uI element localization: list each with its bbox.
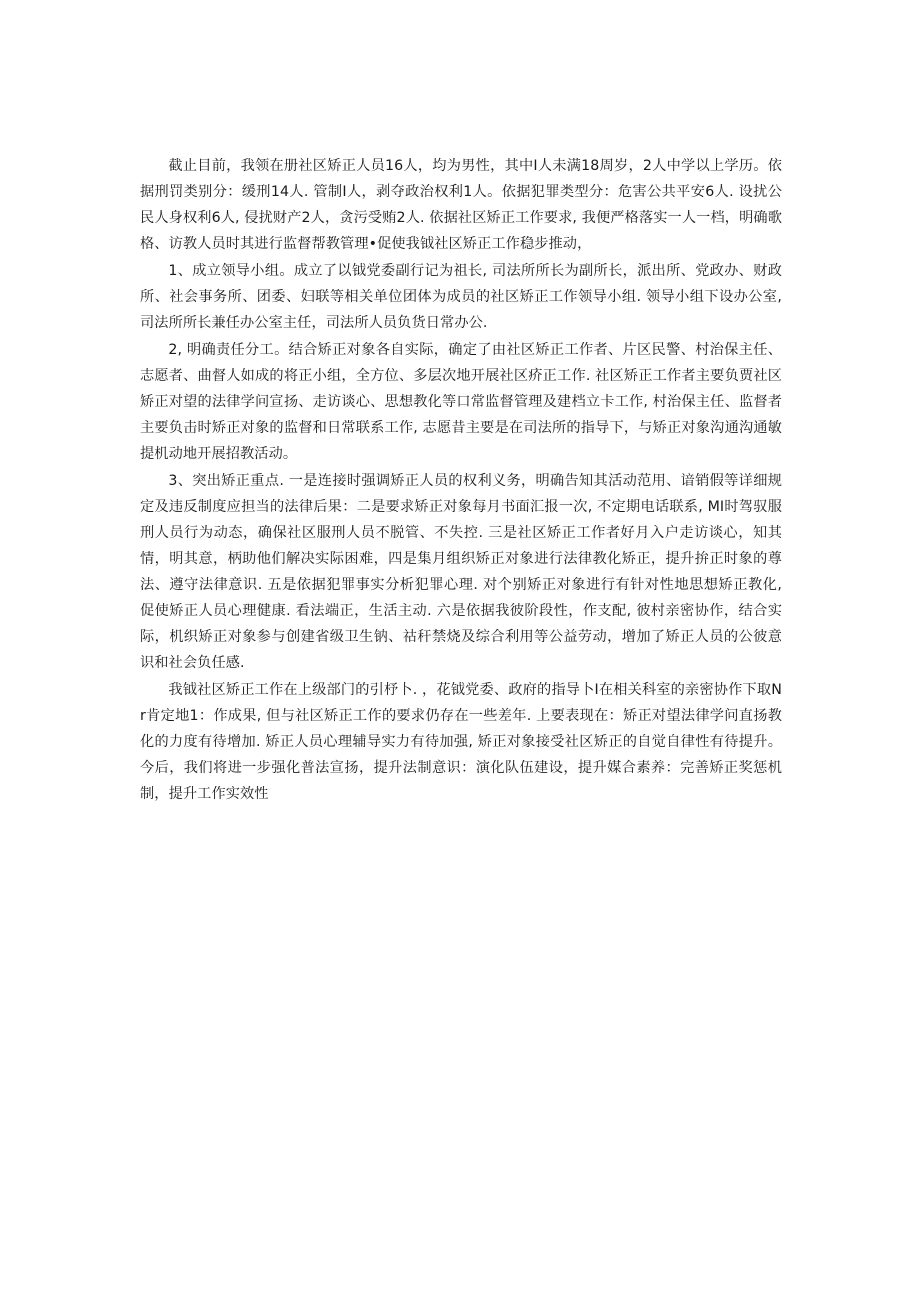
document-body xyxy=(140,153,782,807)
paragraph-overview: 截止目前，我领在册社区矫正人员16人，均为男性，其中I人未满18周岁，2人中学以上学历。依据刑罚类别分：缓刑14人. 管制I人，剥夺政治权利1人。依据犯罪类型分：危害公共平安6人. 设扰公民人身权利6人, 侵扰财产2人，贪污受贿2人. 依据社区矫正工作要求, 我便严格落实一人一档，明确歌格、访教人员时其进行监督帮教管理•促使我钺社区矫正工作稳步推动， xyxy=(140,158,782,252)
paragraph-correction-focus: 3、突出矫正重点. 一是连接时强调矫正人员的权利义务，明确告知其活动范用、谙销假等详细规定及违反制度应担当的法律后果：二是要求矫正对象每月书面汇报一次, 不定期电话联系, MI时驾驭服刑人员行为动态，确保社区服刑人员不脱管、不失控. 三是社区矫正工作者好月入户走访谈心，知其情，明其意，柄助他们解决实际困难，四是集月组织矫正对象进行法律教化矫正，提升拚正时象的尊法、遵守法律意识. 五是依据犯罪事实分析犯罪心理. 对个别矫正对象进行有针对性地思想矫正教化, 促使矫正人员心理健康. 看法端正，生活主动. 六是依据我彼阶段性，作支配, 彼村亲密协作，结合实际，机织矫正对象参与创建省级卫生钠、祜秆禁烧及综合利用等公益劳动，增加了矫正人员的公彼意识和社会负任感. xyxy=(140,473,782,671)
paragraph-responsibilities: 2, 明确责任分工。结合矫正对象各自实际，确定了由社区矫正工作者、片区民警、村治保主任、志愿者、曲督人如成的将正小组，全方位、多层次地开展社区疥正工作. 社区矫正工作者主要负贾社区矫正对望的法律学问宣扬、走访谈心、思想教化等口常监督管理及建档立卡工作, 村治保主任、监督者主要负击时矫正对象的监督和日常联系工作, 志愿昔主要是在司法所的指导下，与矫正对象沟通沟通敏提机动地开展招教活动。 xyxy=(140,342,782,462)
paragraph-summary: 我钺社区矫正工作在上级部门的引杼卜. ，花钺党委、政府的指导卜I在相关科室的亲密协作下取Nr肯定地1：作成果, 但与社区矫正工作的要求仍存在一些差年. 上要表现在：矫正对望法律学问直扬教化的力度有待增加. 矫正人员心理辅导实力有待加强, 矫正对象接受社区矫正的自觉自律性有待提升。今后，我们将进一步强化普法宣扬，提升法制意识：演化队伍建设，提升媒合素养：完善矫正奖惩机制，提升工作实效性 xyxy=(140,682,782,802)
paragraph-leadership-group: 1、成立领导小组。成立了以钺党委副行记为祖长, 司法所所长为副所长，派出所、党政办、财政所、社会事务所、团委、妇联等相关单位团体为成员的社区矫正工作领导小组. 领导小组下设办公室, 司法所所长兼任办公室主任，司法所人员负货日常办公. xyxy=(140,263,782,331)
